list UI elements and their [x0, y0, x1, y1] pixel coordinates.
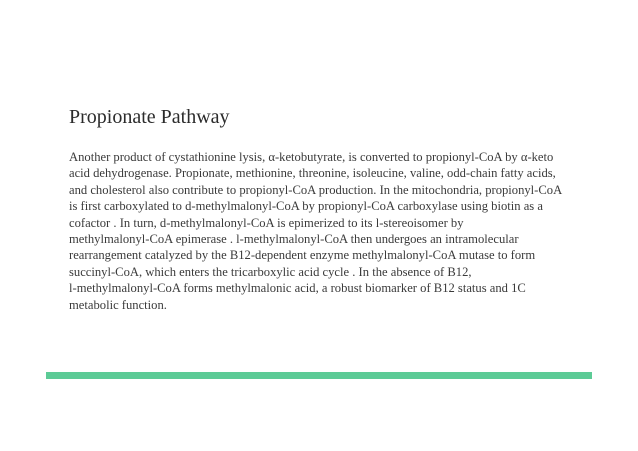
- body-line: l-methylmalonyl-CoA forms methylmalonic acid, a robust biomarker of B12 status and 1C: [69, 281, 526, 296]
- body-line: cofactor . In turn, d-methylmalonyl-CoA is epimerized to its l-stereoisomer by: [69, 215, 464, 230]
- body-line: succinyl-CoA, which enters the tricarboxylic acid cycle . In the absence of B12,: [69, 264, 472, 279]
- body-line: and cholesterol also contribute to propionyl-CoA production. In the mitochondria, propionyl-CoA: [69, 182, 563, 197]
- body-line: rearrangement catalyzed by the B12-dependent enzyme methylmalonyl-CoA mutase to form: [69, 248, 536, 263]
- body-line: acid dehydrogenase. Propionate, methionine, threonine, isoleucine, valine, odd-chain fatty acids,: [69, 166, 556, 181]
- accent-bar: [46, 372, 592, 379]
- slide-body-text: [69, 149, 562, 313]
- body-line: is first carboxylated to d-methylmalonyl-CoA by propionyl-CoA carboxylase using biotin as a: [69, 199, 543, 214]
- body-line: Another product of cystathionine lysis, α-ketobutyrate, is converted to propionyl-CoA by α-keto: [69, 150, 554, 164]
- body-line: metabolic function.: [69, 297, 167, 312]
- body-line: methylmalonyl-CoA epimerase . l-methylmalonyl-CoA then undergoes an intramolecular: [69, 232, 519, 247]
- slide-title: Propionate Pathway: [69, 106, 230, 128]
